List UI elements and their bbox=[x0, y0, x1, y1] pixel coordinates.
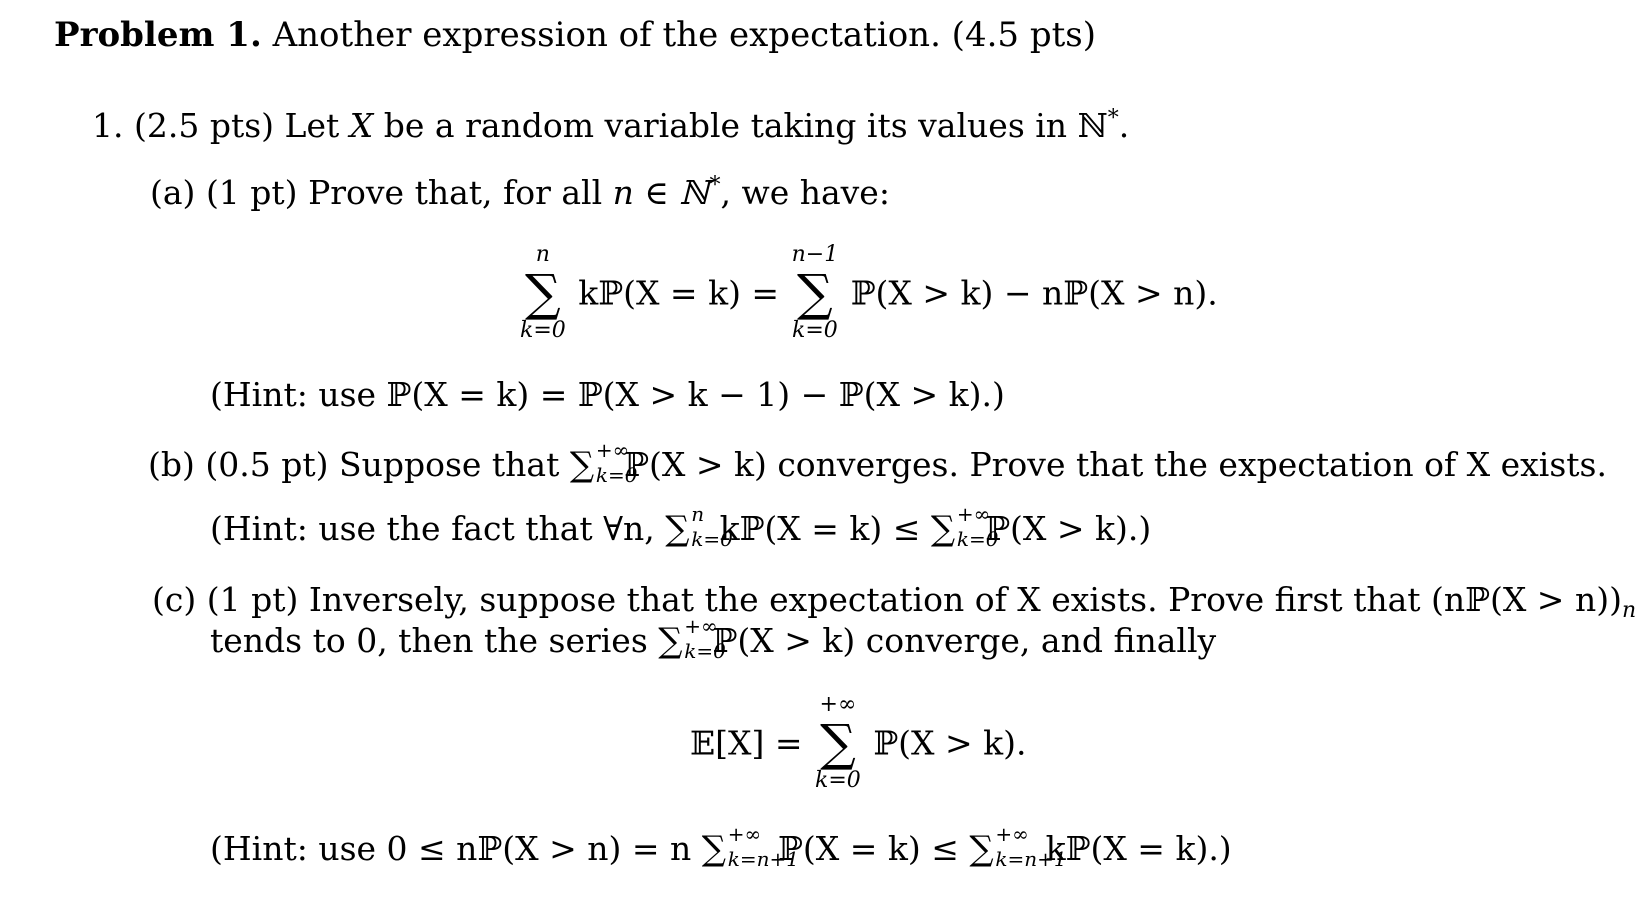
question-a bbox=[150, 173, 890, 212]
qa-equation bbox=[518, 244, 1218, 342]
question-b bbox=[148, 438, 1607, 487]
qc-hint-sum1: ∑ +∞ k=n+1 bbox=[701, 822, 799, 871]
problem-heading bbox=[54, 15, 1096, 55]
qc-hint-sum2: ∑ +∞ k=n+1 bbox=[969, 822, 1067, 871]
qa-lhs-sum-upper: n bbox=[535, 242, 550, 267]
qa-rhs-sum bbox=[792, 244, 839, 342]
qa-label: (a) bbox=[150, 173, 196, 212]
qa-lhs-sum bbox=[520, 244, 566, 342]
q1-var: X bbox=[349, 106, 374, 145]
qc-line2-post: ℙ(X > k) converge, and finally bbox=[712, 621, 1217, 660]
qc-hint-sum1-lower: k=n+1 bbox=[727, 847, 799, 871]
qc-line2-sum-lower: k=0 bbox=[684, 639, 726, 663]
qb-text-post: ℙ(X > k) converges. Prove that the expectation of X exists. bbox=[624, 445, 1607, 484]
qc-hint-sum2-upper: +∞ bbox=[995, 822, 1029, 846]
qb-hint-sum2-upper: +∞ bbox=[956, 502, 991, 526]
qc-equation bbox=[690, 694, 1027, 792]
qa-text: Prove that, for all bbox=[308, 173, 603, 212]
qa-lhs-body: kℙ(X = k) = bbox=[578, 273, 780, 313]
sigma-symbol: ∑ bbox=[525, 264, 561, 322]
question-1 bbox=[92, 106, 1130, 145]
qc-eq-sum-lower: k=0 bbox=[815, 768, 861, 793]
qa-lhs-sum-lower: k=0 bbox=[520, 318, 566, 343]
q1-set: ℕ bbox=[1077, 106, 1108, 145]
q1-period: . bbox=[1118, 106, 1130, 145]
qc-hint-mid: ℙ(X = k) ≤ bbox=[778, 829, 959, 868]
qc-line-2 bbox=[210, 614, 1217, 663]
sigma-symbol: ∑ bbox=[820, 714, 856, 772]
qb-text-pre: Suppose that bbox=[338, 445, 560, 484]
qb-sum-lower: k=0 bbox=[595, 463, 638, 487]
qc-eq-body: ℙ(X > k). bbox=[873, 723, 1027, 763]
qb-hint-mid: kℙ(X = k) ≤ bbox=[719, 509, 921, 548]
sigma-symbol: ∑ bbox=[797, 264, 833, 322]
qc-line1: Inversely, suppose that the expectation of X exists. Prove first that (nℙ(X > n)) bbox=[308, 580, 1622, 619]
qb-sum-upper: +∞ bbox=[595, 438, 630, 462]
problem-label: Problem 1. bbox=[54, 15, 262, 55]
problem-title: Another expression of the expectation. (4.5 pts) bbox=[272, 15, 1096, 55]
qc-line2-sum-upper: +∞ bbox=[684, 614, 718, 638]
qb-points: (0.5 pt) bbox=[205, 445, 329, 484]
q1-set-star: * bbox=[1107, 106, 1119, 131]
qb-hint-sum1: ∑ n k=0 bbox=[665, 502, 733, 551]
qb-hint bbox=[210, 502, 1152, 551]
qb-hint-sum1-lower: k=0 bbox=[691, 527, 733, 551]
qa-rhs-body: ℙ(X > k) − nℙ(X > n). bbox=[850, 273, 1218, 313]
qa-hint: (Hint: use ℙ(X = k) = ℙ(X > k − 1) − ℙ(X > k).) bbox=[210, 375, 1005, 414]
qc-line1-sub: n bbox=[1621, 598, 1637, 623]
qc-label: (c) bbox=[152, 580, 197, 619]
qc-line2-sum: ∑ +∞ k=0 bbox=[658, 614, 726, 663]
qc-hint-post: kℙ(X = k).) bbox=[1045, 829, 1232, 868]
q1-text: be a random variable taking its values in bbox=[383, 106, 1068, 145]
qa-rhs-sum-lower: k=0 bbox=[792, 318, 838, 343]
q1-points: (2.5 pts) bbox=[134, 106, 275, 145]
qc-hint-pre: (Hint: use 0 ≤ nℙ(X > n) = n bbox=[210, 829, 692, 868]
qb-hint-pre: (Hint: use the fact that ∀n, bbox=[210, 509, 655, 548]
qa-star: * bbox=[709, 173, 721, 198]
qc-hint bbox=[210, 822, 1232, 871]
qc-eq-sum-upper: +∞ bbox=[819, 692, 857, 717]
qb-hint-sum2: ∑ +∞ k=0 bbox=[930, 502, 999, 551]
q1-number: 1. bbox=[92, 106, 124, 145]
q1-text-let: Let bbox=[284, 106, 340, 145]
qb-hint-sum1-upper: n bbox=[691, 502, 705, 526]
qc-points: (1 pt) bbox=[206, 580, 299, 619]
qa-tail: , we have: bbox=[720, 173, 890, 212]
qb-label: (b) bbox=[148, 445, 195, 484]
qb-hint-sum2-lower: k=0 bbox=[956, 527, 999, 551]
qb-sum: ∑ +∞ k=0 bbox=[569, 438, 638, 487]
qc-line2-pre: tends to 0, then the series bbox=[210, 621, 648, 660]
qa-points: (1 pt) bbox=[205, 173, 298, 212]
qc-eq-lhs: 𝔼[X] = bbox=[690, 723, 803, 763]
qc-eq-sum bbox=[815, 694, 861, 792]
question-c bbox=[152, 580, 1637, 623]
qa-math: n ∈ ℕ bbox=[612, 173, 710, 212]
qc-hint-sum2-lower: k=n+1 bbox=[995, 847, 1067, 871]
qb-hint-post: ℙ(X > k).) bbox=[985, 509, 1152, 548]
qa-rhs-sum-upper: n−1 bbox=[791, 242, 839, 267]
qc-hint-sum1-upper: +∞ bbox=[727, 822, 762, 846]
